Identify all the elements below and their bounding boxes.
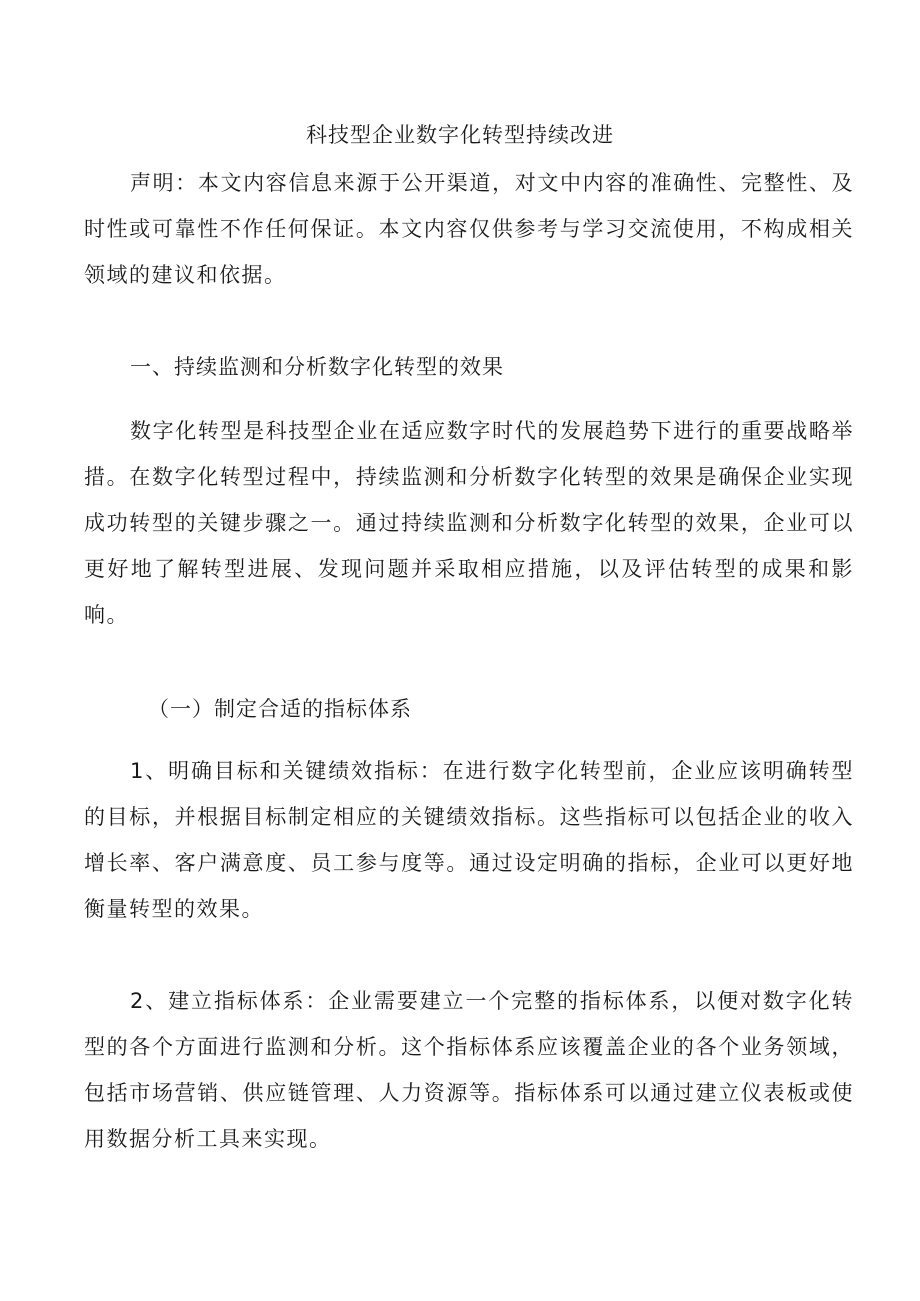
section-heading: 一、持续监测和分析数字化转型的效果 — [130, 355, 504, 379]
document-title: 科技型企业数字化转型持续改进 — [306, 123, 614, 147]
section-intro-paragraph: 数字化转型是科技型企业在适应数字时代的发展趋势下进行的重要战略举措。在数字化转型过程中，持续监测和分析数字化转型的效果是确保企业实现成功转型的关键步骤之一。通过持续监测和分析数字化转型的效果，企业可以更好地了解转型进展、发现问题并采取相应措施，以及评估转型的成果和影响。 — [84, 419, 854, 627]
disclaimer-paragraph: 声明：本文内容信息来源于公开渠道，对文中内容的准确性、完整性、及时性或可靠性不作任何保证。本文内容仅供参考与学习交流使用，不构成相关领域的建议和依据。 — [84, 171, 854, 287]
item-1-paragraph: 1、明确目标和关键绩效指标：在进行数字化转型前，企业应该明确转型的目标，并根据目标制定相应的关键绩效指标。这些指标可以包括企业的收入增长率、客户满意度、员工参与度等。通过设定明确的指标，企业可以更好地衡量转型的效果。 — [84, 759, 854, 921]
subsection-heading: （一）制定合适的指标体系 — [148, 697, 412, 721]
item-2-paragraph: 2、建立指标体系：企业需要建立一个完整的指标体系，以便对数字化转型的各个方面进行监测和分析。这个指标体系应该覆盖企业的各个业务领域，包括市场营销、供应链管理、人力资源等。指标体系可以通过建立仪表板或使用数据分析工具来实现。 — [84, 989, 854, 1151]
